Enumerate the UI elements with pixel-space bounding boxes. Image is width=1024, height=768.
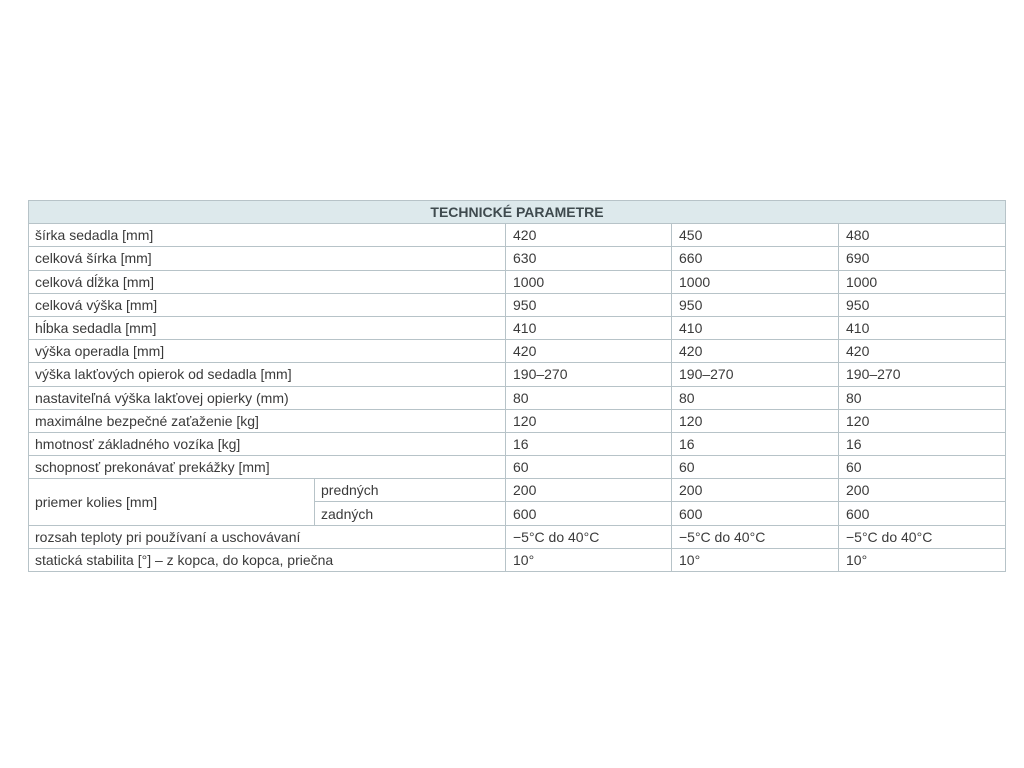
table-row [29, 456, 1006, 479]
row-label: maximálne bezpečné zaťaženie [kg] [29, 409, 506, 432]
row-label: výška operadla [mm] [29, 340, 506, 363]
row-value: 60 [839, 456, 1006, 479]
row-value: 10° [672, 548, 839, 571]
row-label: celková výška [mm] [29, 293, 506, 316]
row-value: 16 [672, 432, 839, 455]
table-row-wheels-front [29, 479, 1006, 502]
table-row [29, 224, 1006, 247]
row-value: 420 [672, 340, 839, 363]
row-value: 480 [839, 224, 1006, 247]
row-value: 690 [839, 247, 1006, 270]
row-value: −5°C do 40°C [839, 525, 1006, 548]
row-value: 60 [506, 456, 672, 479]
technical-parameters-table [28, 200, 1006, 572]
row-value: 600 [839, 502, 1006, 525]
row-value: 450 [672, 224, 839, 247]
row-value: 16 [506, 432, 672, 455]
row-value: 10° [839, 548, 1006, 571]
row-value: 120 [506, 409, 672, 432]
wheels-rear-label: zadných [315, 502, 506, 525]
table-row [29, 316, 1006, 339]
table-row [29, 270, 1006, 293]
row-label: výška lakťových opierok od sedadla [mm] [29, 363, 506, 386]
table-row [29, 340, 1006, 363]
wheels-label: priemer kolies [mm] [29, 479, 315, 525]
row-label: šírka sedadla [mm] [29, 224, 506, 247]
row-value: −5°C do 40°C [506, 525, 672, 548]
row-label: nastaviteľná výška lakťovej opierky (mm) [29, 386, 506, 409]
row-value: 120 [839, 409, 1006, 432]
row-value: 200 [672, 479, 839, 502]
row-label: hmotnosť základného vozíka [kg] [29, 432, 506, 455]
row-value: 120 [672, 409, 839, 432]
row-value: 1000 [672, 270, 839, 293]
row-value: 200 [506, 479, 672, 502]
table-title: TECHNICKÉ PARAMETRE [29, 201, 1006, 224]
table-row [29, 247, 1006, 270]
table-row [29, 386, 1006, 409]
row-value: 950 [506, 293, 672, 316]
row-value: 410 [672, 316, 839, 339]
row-value: 600 [672, 502, 839, 525]
row-value: 410 [839, 316, 1006, 339]
row-value: 190–270 [506, 363, 672, 386]
row-value: 60 [672, 456, 839, 479]
row-value: −5°C do 40°C [672, 525, 839, 548]
table-row [29, 409, 1006, 432]
row-value: 80 [506, 386, 672, 409]
table-row [29, 363, 1006, 386]
row-label: statická stabilita [°] – z kopca, do kopca, priečna [29, 548, 506, 571]
row-value: 80 [839, 386, 1006, 409]
row-value: 1000 [839, 270, 1006, 293]
row-value: 1000 [506, 270, 672, 293]
row-label: celková šírka [mm] [29, 247, 506, 270]
row-label: rozsah teploty pri používaní a uschovávaní [29, 525, 506, 548]
row-label: schopnosť prekonávať prekážky [mm] [29, 456, 506, 479]
row-value: 190–270 [672, 363, 839, 386]
row-value: 420 [839, 340, 1006, 363]
row-value: 420 [506, 224, 672, 247]
table-title-row [29, 201, 1006, 224]
row-label: celková dĺžka [mm] [29, 270, 506, 293]
table-row [29, 548, 1006, 571]
row-value: 10° [506, 548, 672, 571]
row-value: 190–270 [839, 363, 1006, 386]
wheels-front-label: predných [315, 479, 506, 502]
row-value: 660 [672, 247, 839, 270]
row-value: 410 [506, 316, 672, 339]
row-value: 420 [506, 340, 672, 363]
row-label: hĺbka sedadla [mm] [29, 316, 506, 339]
row-value: 630 [506, 247, 672, 270]
row-value: 80 [672, 386, 839, 409]
row-value: 200 [839, 479, 1006, 502]
table-row [29, 293, 1006, 316]
row-value: 600 [506, 502, 672, 525]
row-value: 950 [839, 293, 1006, 316]
table-row [29, 432, 1006, 455]
row-value: 16 [839, 432, 1006, 455]
table-row [29, 525, 1006, 548]
row-value: 950 [672, 293, 839, 316]
